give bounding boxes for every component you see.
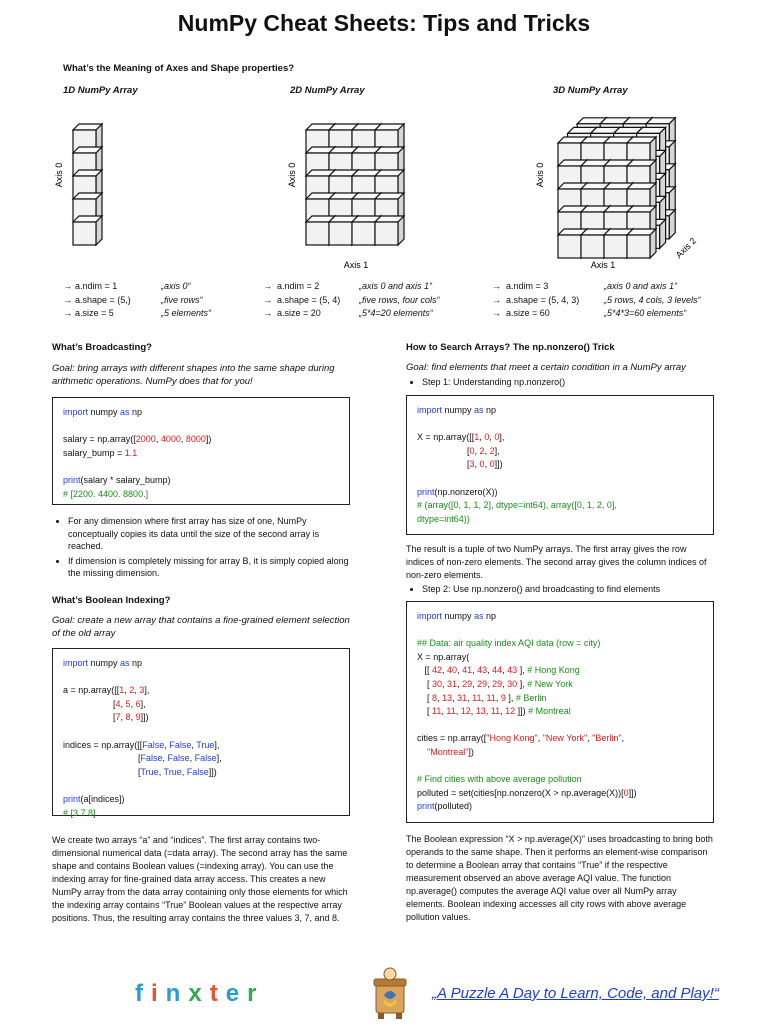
cube-face bbox=[96, 216, 102, 245]
arrow-icon: → bbox=[492, 281, 501, 291]
cube-face bbox=[375, 222, 398, 245]
list-item: • If dimension is completely missing for array B, it is simply copied along the missing dimension. bbox=[68, 555, 354, 580]
page-title: NumPy Cheat Sheets: Tips and Tricks bbox=[177, 10, 591, 36]
logo-letter: i bbox=[151, 980, 166, 1007]
broadcasting-heading: What’s Broadcasting? bbox=[52, 342, 152, 353]
label-1d: 1D NumPy Array bbox=[63, 85, 138, 96]
arrow-icon: → bbox=[63, 281, 72, 291]
arrow-icon: → bbox=[492, 294, 501, 305]
arrow-icon: → bbox=[63, 294, 72, 305]
logo-letter: e bbox=[225, 980, 248, 1007]
nonzero-result-text: The result is a tuple of two NumPy arrays. The first array gives the row indices of non-zero elements. The second array gives the column indices of non-zero elements. bbox=[406, 544, 707, 580]
cube-face bbox=[669, 210, 675, 239]
axis1-label-3d: Axis 1 bbox=[590, 260, 616, 270]
code-nonzero: import numpy as np X = np.array([[1, 0, 0], [0, 2, 2], [3, 0, 0]]) print(np.nonzero(X)) # (array([0, 1, 1, 2], dtype=int64), array([0, 1, 2, 0], dtype=int64)) bbox=[406, 395, 714, 535]
cube-face bbox=[73, 222, 96, 245]
list-item: • Step 2: Use np.nonzero() and broadcasting to find elements bbox=[422, 583, 660, 596]
code-search: import numpy as np ## Data: air quality index AQI data (row = city) X = np.array( [[ 42, 40, 41, 43, 44, 43 ], # Hong Kong [ 30, 31, 29, 29, 29, 30 ], # New York [ 8, 13, 31, 11, 11, 9 ], # Berlin [ 11, 11, 12, 13, 11, 12 ]]) # Montreal cities = np.array(["Hong Kong", "New York", "Berlin", "Montreal"]) # Find cities with above average pollution polluted = set(cities[np.nonzero(X > np.average(X))[0]]) print(polluted) bbox=[406, 601, 714, 823]
arrow-icon: → bbox=[63, 308, 72, 318]
step1-bullet bbox=[408, 376, 565, 389]
logo-letter: t bbox=[209, 980, 226, 1007]
boolean-goal: Goal: create a new array that contains a fine-grained element selection of the old array bbox=[52, 615, 350, 639]
puzzle-mascot-icon bbox=[368, 965, 412, 1021]
search-explanation: The Boolean expression “X > np.average(X)” uses broadcasting to bring both operands to the same shape. Then it performs an element-wise comparison to determine a Boolean array that contains “True” if the respective measurement observed an above average AQI value. The function np.average() computes the average AQI value over all NumPy array elements. Boolean indexing accesses all city rows with above average pollution values. bbox=[406, 834, 713, 922]
cube-face bbox=[558, 235, 581, 258]
cube-face bbox=[660, 219, 666, 248]
cube-face bbox=[627, 235, 650, 258]
list-item: • For any dimension where first array has size of one, NumPy conceptually copies its data until the size of the second array is reached. bbox=[68, 515, 354, 553]
array-diagrams bbox=[0, 95, 768, 275]
arrow-icon: → bbox=[263, 281, 272, 291]
logo-letter: n bbox=[165, 980, 189, 1007]
axes-heading: What’s the Meaning of Axes and Shape properties? bbox=[63, 63, 295, 74]
boolean-heading: What’s Boolean Indexing? bbox=[52, 595, 171, 606]
cube-face bbox=[352, 222, 375, 245]
axis0-label-1d: Axis 0 bbox=[54, 162, 64, 188]
boolean-explanation: We create two arrays “a” and “indices”. The first array contains two-dimensional numerical data (=data array). The second array has the same shape and contains Boolean values (=indexing array). You can use the indexing array for fine-grained data array access. This creates a new NumPy array from the data array containing only those elements for which the indexing array contains “True” Boolean values at the respective array positions. Thus, the resulting array contains the three values 3, 7, and 8. bbox=[52, 835, 348, 923]
props-1d: → a.ndim = 1 „axis 0“ → a.shape = (5,) „five rows“ → a.size = 5 „5 elements“ bbox=[63, 280, 263, 321]
label-3d: 3D NumPy Array bbox=[553, 85, 628, 96]
finxter-logo[interactable] bbox=[135, 980, 264, 1008]
logo-letter: x bbox=[188, 980, 210, 1007]
diagram-2d bbox=[306, 124, 404, 245]
props-2d: → a.ndim = 2 „axis 0 and axis 1“ → a.shape = (5, 4) „five rows, four cols“ → a.size = 20 „5*4=20 elements“ bbox=[263, 280, 483, 321]
step2-bullet bbox=[408, 583, 660, 596]
arrow-icon: → bbox=[263, 294, 272, 305]
search-heading: How to Search Arrays? The np.nonzero() Trick bbox=[406, 342, 615, 353]
cube-face bbox=[581, 235, 604, 258]
arrow-icon: → bbox=[263, 308, 272, 318]
diagram-3d bbox=[558, 118, 675, 258]
logo-letter: f bbox=[135, 980, 151, 1007]
slogan-link[interactable]: „A Puzzle A Day to Learn, Code, and Play!“ bbox=[432, 985, 719, 1002]
cube-face bbox=[398, 216, 404, 245]
cube-face bbox=[329, 222, 352, 245]
axis2-label-3d: Axis 2 bbox=[673, 235, 699, 261]
diagram-1d bbox=[73, 124, 102, 245]
axis0-label-3d: Axis 0 bbox=[535, 162, 545, 188]
axis0-label-2d: Axis 0 bbox=[287, 162, 297, 188]
cube-face bbox=[650, 229, 656, 258]
axis1-label-2d: Axis 1 bbox=[343, 260, 369, 270]
props-3d: → a.ndim = 3 „axis 0 and axis 1“ → a.shape = (5, 4, 3) „5 rows, 4 cols, 3 levels“ → a.size = 60 „5*4*3=60 elements“ bbox=[492, 280, 752, 321]
list-item: • Step 1: Understanding np.nonzero() bbox=[422, 376, 565, 389]
broadcasting-goal: Goal: bring arrays with different shapes into the same shape during arithmetic operations. NumPy does that for you! bbox=[52, 363, 335, 387]
cube-face bbox=[306, 222, 329, 245]
code-broadcasting: import numpy as np salary = np.array([2000, 4000, 8000]) salary_bump = 1.1 print(salary * salary_bump) # [2200. 4400. 8800.] bbox=[52, 397, 350, 505]
logo-letter: r bbox=[247, 980, 265, 1007]
code-boolean: import numpy as np a = np.array([[1, 2, 3], [4, 5, 6], [7, 8, 9]]) indices = np.array([[False, False, True], [False, False, False], [True, True, False]]) print(a[indices]) # [3 7 8] bbox=[52, 648, 350, 816]
label-2d: 2D NumPy Array bbox=[290, 85, 365, 96]
broadcasting-bullets bbox=[54, 515, 354, 580]
cube-face bbox=[604, 235, 627, 258]
search-goal: Goal: find elements that meet a certain condition in a NumPy array bbox=[406, 362, 686, 373]
arrow-icon: → bbox=[492, 308, 501, 318]
